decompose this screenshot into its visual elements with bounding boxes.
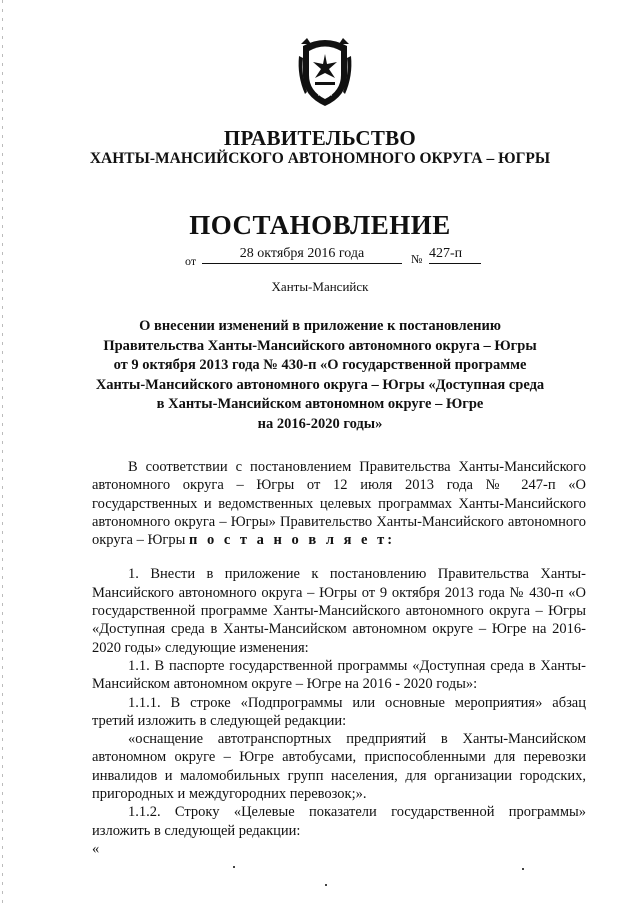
quoted-paragraph: «оснащение автотранспортных предприятий в Ханты-Мансийском автономном округе – Югре автобусами, приспособленными для перевозки инвалидов и маломобильных групп населения, для организации городских, пригородных и междугородних перевозок;». (92, 731, 586, 803)
item-1: 1. Внести в приложение к постановлению Правительства Ханты-Мансийского автономного округа – Югры от 9 октября 2013 года № 430-п «О государственной программе Ханты-Мансийского автономного округа – Югры «Доступная среда в Ханты-Мансийском автономном округе – Югре на 2016-2020 годы» следующие изменения: (92, 566, 586, 656)
scan-speck (325, 884, 327, 886)
emblem-text: ЮГРА (317, 92, 333, 98)
resolves-keyword: п о с т а н о в л я е т: (188, 532, 396, 549)
yugra-coat-of-arms-icon (297, 36, 353, 110)
item-1-1-2: 1.1.2. Строку «Целевые показатели государственной программы» изложить в следующей редакции: (92, 804, 586, 839)
title-line: Ханты-Мансийского автономного округа – Югры «Доступная среда (95, 376, 545, 393)
title-line: О внесении изменений в приложение к постановлению (139, 318, 501, 334)
intro-paragraph (92, 458, 586, 549)
item-1-1-1: 1.1.1. В строке «Подпрограммы или основные мероприятия» абзац третий изложить в следующей редакции: (92, 694, 586, 729)
title-line: на 2016-2020 годы» (257, 415, 383, 432)
document-title (90, 317, 550, 434)
title-line: от 9 октября 2013 года № 430-п «О государственной программе (113, 357, 527, 373)
scan-speck (233, 866, 235, 868)
document-body (92, 458, 586, 858)
org-name: ПРАВИТЕЛЬСТВО (223, 126, 417, 150)
scan-speck (522, 868, 524, 870)
title-line: в Ханты-Мансийском автономном округе – Югре (156, 396, 484, 412)
number-label: № (411, 252, 423, 266)
intro-text: В соответствии с постановлением Правительства Ханты-Мансийского автономного округа – Югры от 12 июля 2013 года № 247-п «О государственных и ведомственных целевых программах Ханты-Мансийского автономного округа – Югры» Правительство Ханты-Мансийского автономного округа – Югры (92, 459, 586, 549)
document-type: ПОСТАНОВЛЕНИЕ (189, 210, 451, 240)
title-line: Правительства Ханты-Мансийского автономного округа – Югры (103, 337, 537, 354)
paragraph-gap (92, 549, 586, 565)
item-1-1: 1.1. В паспорте государственной программы «Доступная среда в Ханты-Мансийском автономном округе – Югре на 2016 - 2020 годы»: (92, 657, 586, 693)
from-label: от (185, 254, 197, 268)
org-region: ХАНТЫ-МАНСИЙСКОГО АВТОНОМНОГО ОКРУГА – ЮГРЫ (89, 150, 551, 167)
document-number: 427-п (429, 246, 481, 264)
open-quote: « (92, 840, 100, 857)
document-date: 28 октября 2016 года (202, 246, 402, 264)
document-city: Ханты-Мансийск (271, 279, 369, 294)
